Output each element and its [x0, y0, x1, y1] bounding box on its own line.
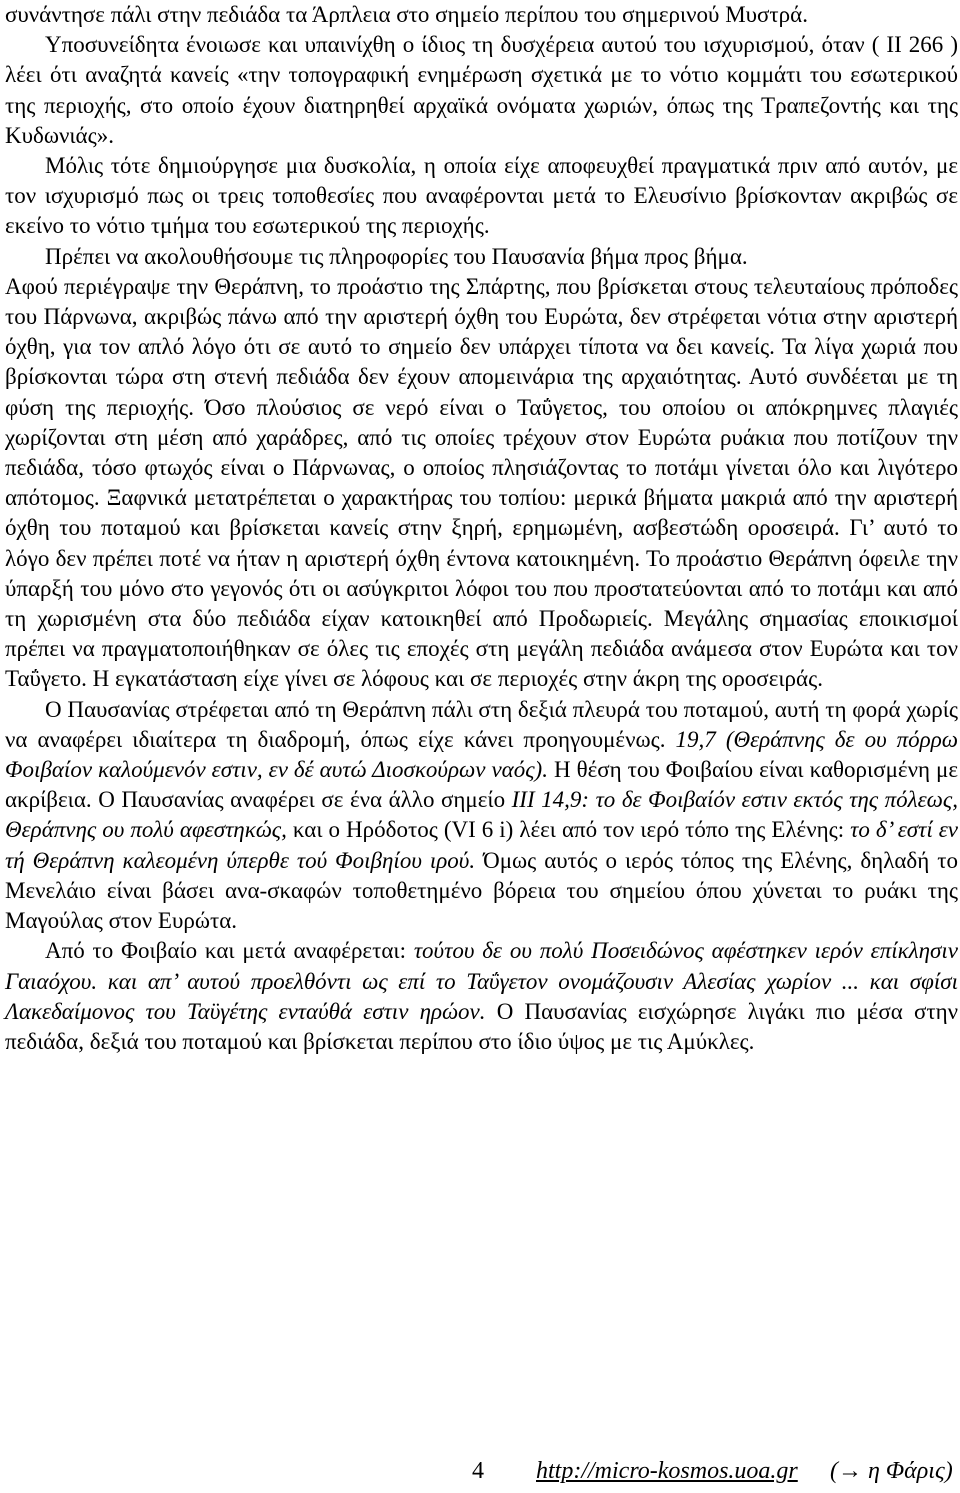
footer-note: (→ η Φάρις) [830, 1458, 953, 1484]
sentence-9: Ξαφνικά μετατρέπεται ο χαρακτήρας του τοπίου: μερικά βήματα μακριά από την αριστερή όχθη του ποταμού και βρίσκεται κανείς στην ξηρή, ερημωμένη, ασβεστώδη οροσειρά. [5, 485, 959, 541]
sentence-17c: και ο Ηρόδοτος (VI 6 i) λέει από τον ιερό τόπο της Ελένης: [292, 817, 845, 843]
sentence-12: Μεγάλης σημασίας εποικισμοί πρέπει να πραγματοποιήθηκαν σε όλες τις εποχές στη μεγάλη πεδιάδα ανάμεσα στον Ευρώτα και τον Ταΰγετο. [5, 606, 958, 692]
sentence-6: Τα λίγα χωριά που βρίσκονται τώρα στη στενή πεδιάδα δεν έχουν απομεινάρια της αρχαιότητας. [5, 334, 958, 390]
sentence-3: Μόλις τότε δημιούργησε μια δυσκολία, η οποία είχε αποφευχθεί πραγματικά πριν από αυτόν, με τον ισχυρισμό πως οι τρεις τοποθεσίες που αναφέρονται μετά το Ελευσίνιο βρίσκονταν ακριβώς σε εκείνο το νότιο τμήμα του εσωτερικού της περιοχής. [5, 153, 958, 239]
paragraph-3 [5, 936, 958, 1057]
sentence-2: Υποσυνείδητα ένοιωσε και υπαινίχθη ο ίδιος τη δυσχέρεια αυτού του ισχυρισμού, όταν ( II 266 ) λέει ότι αναζητά κανείς «την τοπογραφική ενημέρωση σχετικά με το νότιο κομμάτι του εσωτερικού της περιοχής, στο οποίο έχουν διατηρηθεί αρχαϊκά ονόματα χωριών, όπως της Τραπεζοντής και της Κυδωνιάς». [5, 32, 958, 148]
sentence-16: Η θέση του Φοιβαίου είναι καθορισμένη με ακρίβεια. [5, 757, 958, 813]
sentence-17d-quote: το δ’ εστί εν τή Θεράπνη καλεομένη ύπερθε τού Φοιβηίου ιρού. [5, 817, 959, 873]
sentence-19b-quote: τούτου δε ου πολύ Ποσειδώνος αφέστηκεν ιερόν επίκλησιν Γαιαόχου. και απ’ αυτού προελθόντι ως επί το Ταΰγετον ονομάζουσιν Αλεσίας χωρίον ... και σφίσι Λακεδαίμονος του Ταϋγέτης ενταύθά εστιν ηρώον. [5, 938, 958, 1024]
footer-link[interactable]: http://micro-kosmos.uoa.gr [536, 1458, 798, 1484]
page-number: 4 [472, 1458, 484, 1484]
sentence-10: Γι’ αυτό το λόγο δεν πρέπει ποτέ να ήταν η αριστερή όχθη έντονα κατοικημένη. [5, 515, 959, 571]
sentence-5: Αφού περιέγραψε την Θεράπνη, το προάστιο της Σπάρτης, που βρίσκεται στους τελευταίους πρόποδες του Πάρνωνα, ακριβώς πάνω από την αριστερή όχθη του Ευρώτα, δεν στρέφεται νότια στην αριστερή όχθη, για τον απλό λόγο ότι σε αυτό το σημείο δεν υπάρχει τίποτα να δει κανείς. [5, 273, 958, 360]
sentence-13: Η εγκατάσταση είχε γίνει σε λόφους και σε περιοχές στην άκρη της οροσειράς. [92, 666, 823, 692]
sentence-4: Πρέπει να ακολουθήσουμε τις πληροφορίες του Παυσανία βήμα προς βήμα. [45, 243, 748, 269]
sentence-19c: Ο Παυσανίας εισχώρησε λιγάκι πιο μέσα στην πεδιάδα, δεξιά του ποταμού και βρίσκεται περίπου στο ίδιο ύψος με τις Αμύκλες. [5, 998, 959, 1054]
paragraph-2 [5, 695, 958, 937]
sentence-17b-quote: III 14,9: το δε Φοιβαίόν εστιν εκτός της πόλεως, Θεράπνης ου πολύ αφεστηκώς, [5, 787, 958, 843]
page-footer [0, 1458, 960, 1492]
sentence-17a: Ο Παυσανίας αναφέρει σε ένα άλλο σημείο [98, 787, 506, 813]
sentence-15-quote: 19,7 (Θεράπνης δε ου πόρρω Φοιβαίον καλούμενόν εστιν, εν δέ αυτώ Διοσκούρων ναός). [5, 726, 959, 783]
sentence-1: συνάντησε πάλι στην πεδιάδα τα Άρπλεια στο σημείο περίπου του σημερινού Μυστρά. [5, 2, 808, 27]
sentence-7: Αυτό συνδέεται με τη φύση της περιοχής. [5, 364, 958, 420]
sentence-8: Όσο πλούσιος σε νερό είναι ο Ταΰγετος, του οποίου οι απόκρημνες πλαγιές χωρίζονται στη μέση από χαράδρες, από τις οποίες τρέχουν στον Ευρώτα ρυάκια που ποτίζουν την πεδιάδα, τόσο φτωχός είναι ο Πάρνωνας, ο οποίος πλησιάζοντας το ποτάμι γίνεται όλο και λιγότερο απότομος. [5, 394, 959, 511]
paragraph-1 [5, 0, 958, 695]
sentence-18: Όμως αυτός ο ιερός τόπος της Ελένης, δηλαδή το Μενελάιο είναι βάσει ανα-σκαφών τοποθετημένο βόρεια του σημείου όπου χύνεται το ρυάκι της Μαγούλας στον Ευρώτα. [5, 847, 958, 934]
sentence-11: Το προάστιο Θεράπνη όφειλε την ύπαρξή του μόνο στο γεγονός ότι οι ασύγκριτοι λόφοι του που προστατεύονται από το ποτάμι και από τη χωρισμένη στα δύο πεδιάδα είχαν κατοικηθεί από Προδωριείς. [5, 545, 958, 632]
sentence-14: Ο Παυσανίας στρέφεται από τη Θεράπνη πάλι στη δεξιά πλευρά του ποταμού, αυτή τη φορά χωρίς να αναφέρει ιδιαίτερα τη διαδρομή, όπως είχε κάνει προηγουμένως. [5, 696, 958, 752]
sentence-19a: Από το Φοιβαίο και μετά αναφέρεται: [45, 938, 406, 964]
